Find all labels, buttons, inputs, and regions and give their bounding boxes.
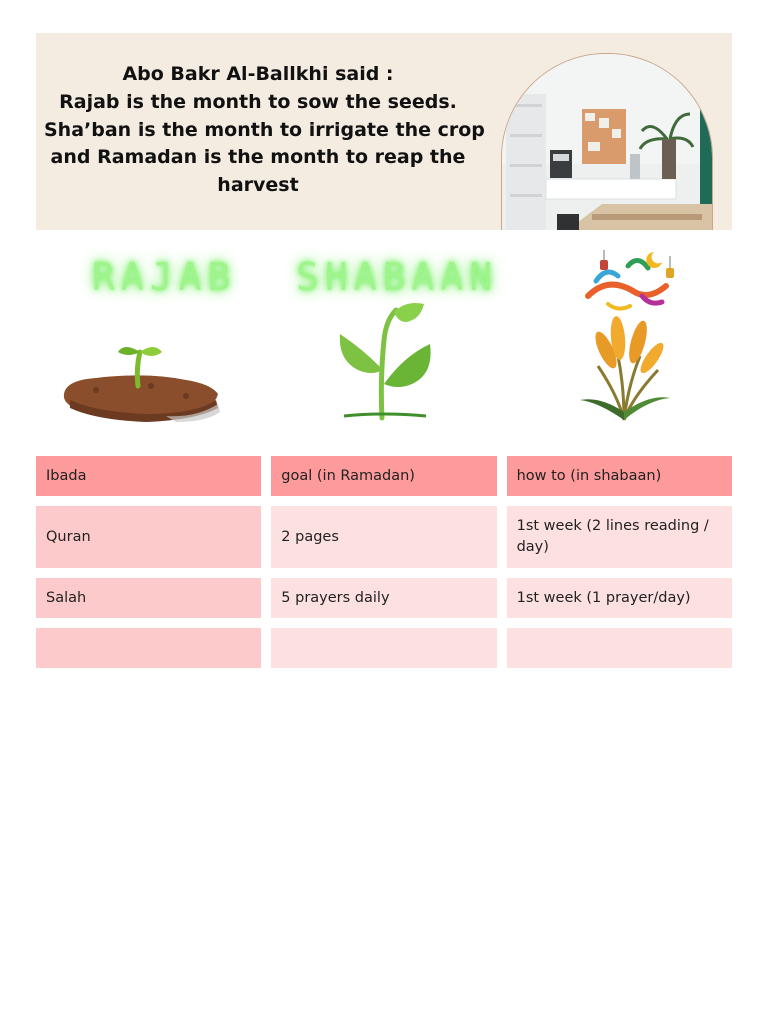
table-cell: 1st week (1 prayer/day) [507, 578, 732, 618]
table-row [36, 578, 732, 618]
quote-text [44, 61, 485, 200]
table-cell [36, 628, 261, 668]
table-cell: 2 pages [271, 506, 496, 568]
quote-line: harvest [217, 174, 299, 197]
table-cell [271, 628, 496, 668]
table-row [36, 628, 732, 668]
quote-line: Abo Bakr Al-Ballkhi said : [122, 63, 394, 85]
table-cell: 5 prayers daily [271, 578, 496, 618]
table-cell: 1st week (2 lines reading / day) [507, 506, 732, 568]
seedling-in-soil-icon [56, 338, 221, 427]
ibada-table [36, 456, 732, 678]
table-row [36, 506, 732, 568]
quote-line: and Ramadan is the month to reap the [50, 146, 466, 169]
quote-banner [36, 33, 732, 230]
table-cell [507, 628, 732, 668]
ramadan-calligraphy-icon [578, 246, 678, 320]
quote-line: Sha’ban is the month to irrigate the crop [44, 118, 485, 141]
table-cell: Salah [36, 578, 261, 618]
shabaan-title: SHABAAN [296, 255, 499, 299]
quote-line: Rajab is the month to sow the seeds. [59, 90, 457, 113]
table-cell: Quran [36, 506, 261, 568]
header-cell: Ibada [36, 456, 261, 496]
header-cell: goal (in Ramadan) [271, 456, 496, 496]
office-photo [501, 53, 713, 230]
wheat-icon [578, 316, 672, 426]
table-header-row [36, 456, 732, 496]
rajab-title: RAJAB [92, 255, 237, 299]
green-sprout-icon [334, 300, 434, 426]
header-cell: how to (in shabaan) [507, 456, 732, 496]
